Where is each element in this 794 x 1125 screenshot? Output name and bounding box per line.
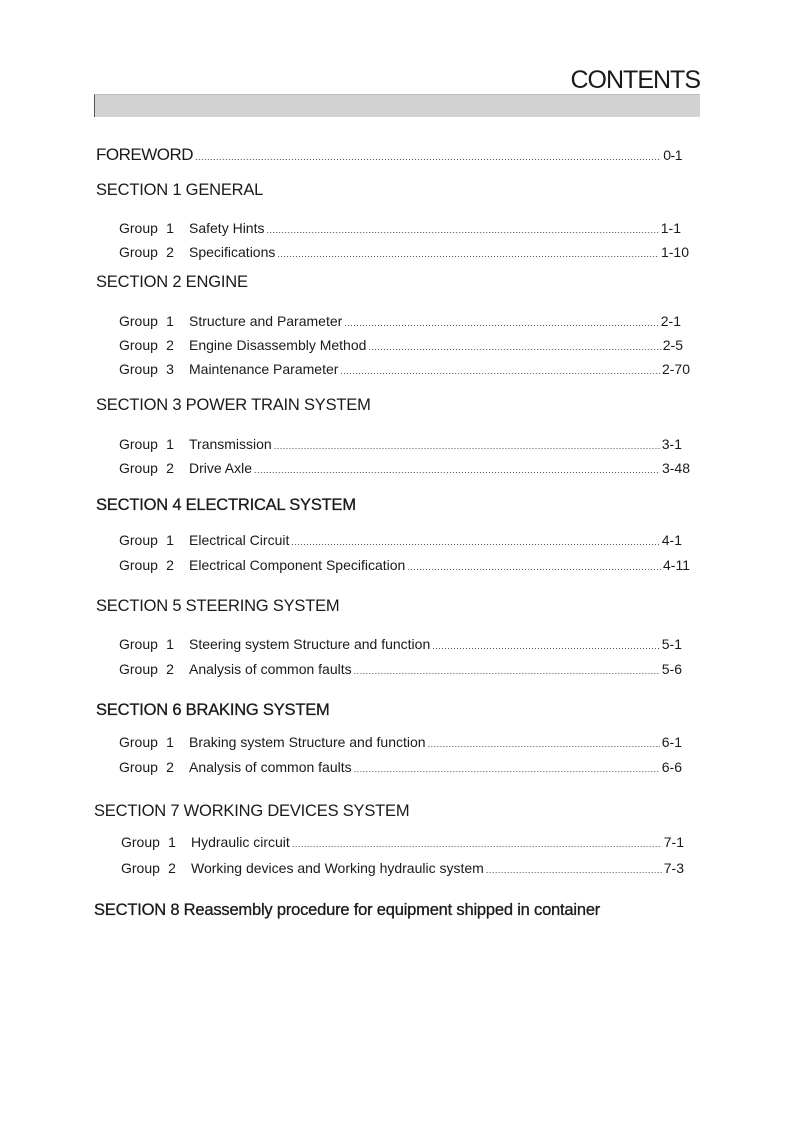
group-number: 1	[168, 834, 176, 850]
leader-dots	[354, 666, 660, 676]
toc-entry[interactable]	[119, 220, 681, 236]
group-word: Group	[119, 460, 158, 476]
toc-entry-label: Specifications	[189, 244, 276, 260]
toc-entry-label: Steering system Structure and function	[189, 636, 431, 652]
group-word: Group	[119, 734, 158, 750]
group-number: 2	[166, 460, 174, 476]
section-heading[interactable]: SECTION 6 BRAKING SYSTEM	[96, 701, 330, 719]
toc-entry-label: Braking system Structure and function	[189, 734, 426, 750]
toc-entry-page: 7-1	[663, 834, 684, 850]
toc-entry[interactable]	[119, 557, 690, 573]
group-word: Group	[119, 557, 158, 573]
group-number: 2	[166, 759, 174, 775]
section-heading[interactable]: SECTION 1 GENERAL	[96, 181, 264, 199]
group-word: Group	[121, 834, 160, 850]
toc-entry[interactable]	[119, 313, 681, 329]
section-heading[interactable]: SECTION 5 STEERING SYSTEM	[96, 597, 340, 615]
title-bar	[94, 94, 700, 117]
toc-entry-page: 0-1	[663, 147, 682, 163]
toc-entry-page: 5-1	[661, 636, 682, 652]
group-word: Group	[119, 220, 158, 236]
group-number: 1	[166, 436, 174, 452]
toc-entry-label: Analysis of common faults	[189, 759, 352, 775]
group-number: 3	[166, 361, 174, 377]
leader-dots	[340, 366, 660, 376]
leader-dots	[407, 562, 661, 572]
toc-entry[interactable]	[119, 460, 690, 476]
leader-dots	[486, 865, 662, 875]
leader-dots	[428, 739, 660, 749]
toc-entry-page: 1-10	[660, 244, 689, 260]
group-word: Group	[119, 244, 158, 260]
toc-entry[interactable]	[119, 361, 690, 377]
toc-entry[interactable]	[119, 436, 682, 452]
toc-entry-page: 2-1	[660, 313, 681, 329]
toc-entry[interactable]	[119, 636, 682, 652]
toc-entry-page: 6-6	[661, 759, 682, 775]
toc-entry-label: Electrical Circuit	[189, 532, 290, 548]
leader-dots	[195, 152, 661, 162]
group-number: 1	[166, 734, 174, 750]
toc-entry-page: 2-5	[662, 337, 683, 353]
leader-dots	[277, 249, 659, 259]
page-title: CONTENTS	[570, 66, 700, 94]
leader-dots	[432, 641, 660, 651]
group-number: 2	[166, 244, 174, 260]
toc-entry-page: 2-70	[661, 361, 690, 377]
leader-dots	[368, 342, 660, 352]
toc-entry-page: 3-48	[661, 460, 690, 476]
toc-entry-page: 5-6	[661, 661, 682, 677]
toc-entry-label: Electrical Component Specification	[189, 557, 406, 573]
toc-entry-page: 4-1	[661, 532, 682, 548]
leader-dots	[274, 441, 660, 451]
leader-dots	[354, 764, 660, 774]
group-number: 1	[166, 313, 174, 329]
toc-entry-label: Engine Disassembly Method	[189, 337, 367, 353]
toc-entry-page: 4-11	[663, 557, 690, 573]
group-number: 1	[166, 532, 174, 548]
group-number: 1	[166, 636, 174, 652]
toc-entry-page: 6-1	[661, 734, 682, 750]
leader-dots	[292, 839, 662, 849]
section-heading[interactable]: SECTION 2 ENGINE	[96, 273, 248, 291]
group-word: Group	[119, 661, 158, 677]
toc-entry[interactable]	[121, 860, 684, 876]
leader-dots	[254, 465, 660, 475]
group-number: 2	[166, 557, 174, 573]
group-number: 2	[166, 337, 174, 353]
group-number: 2	[168, 860, 176, 876]
section-heading[interactable]: SECTION 8 Reassembly procedure for equipment shipped in container	[94, 901, 601, 919]
toc-entry-label: Safety Hints	[189, 220, 265, 236]
toc-entry[interactable]	[119, 661, 682, 677]
toc-entry-foreword[interactable]	[96, 145, 682, 165]
group-word: Group	[119, 337, 158, 353]
group-word: Group	[119, 361, 158, 377]
toc-entry-label: Structure and Parameter	[189, 313, 343, 329]
section-heading[interactable]: SECTION 7 WORKING DEVICES SYSTEM	[94, 802, 410, 820]
group-word: Group	[119, 759, 158, 775]
toc-entry-page: 7-3	[663, 860, 684, 876]
leader-dots	[291, 537, 659, 547]
section-heading[interactable]: SECTION 3 POWER TRAIN SYSTEM	[96, 396, 371, 414]
toc-entry-label: Working devices and Working hydraulic system	[191, 860, 484, 876]
leader-dots	[344, 318, 658, 328]
group-word: Group	[119, 313, 158, 329]
group-word: Group	[121, 860, 160, 876]
toc-entry-page: 3-1	[661, 436, 682, 452]
group-word: Group	[119, 532, 158, 548]
toc-entry-label: Maintenance Parameter	[189, 361, 339, 377]
toc-entry-label: Hydraulic circuit	[191, 834, 290, 850]
group-number: 2	[166, 661, 174, 677]
group-number: 1	[166, 220, 174, 236]
toc-entry[interactable]	[119, 759, 682, 775]
toc-entry-label: Analysis of common faults	[189, 661, 352, 677]
toc-entry[interactable]	[119, 244, 689, 260]
group-word: Group	[119, 436, 158, 452]
section-heading[interactable]: SECTION 4 ELECTRICAL SYSTEM	[96, 496, 356, 514]
toc-entry[interactable]	[119, 734, 682, 750]
toc-entry-label: Drive Axle	[189, 460, 253, 476]
toc-entry-label: FOREWORD	[96, 145, 194, 164]
toc-entry[interactable]	[119, 532, 682, 548]
toc-entry[interactable]	[119, 337, 683, 353]
toc-entry-page: 1-1	[660, 220, 681, 236]
leader-dots	[266, 225, 658, 235]
toc-entry[interactable]	[121, 834, 684, 850]
toc-entry-label: Transmission	[189, 436, 272, 452]
group-word: Group	[119, 636, 158, 652]
